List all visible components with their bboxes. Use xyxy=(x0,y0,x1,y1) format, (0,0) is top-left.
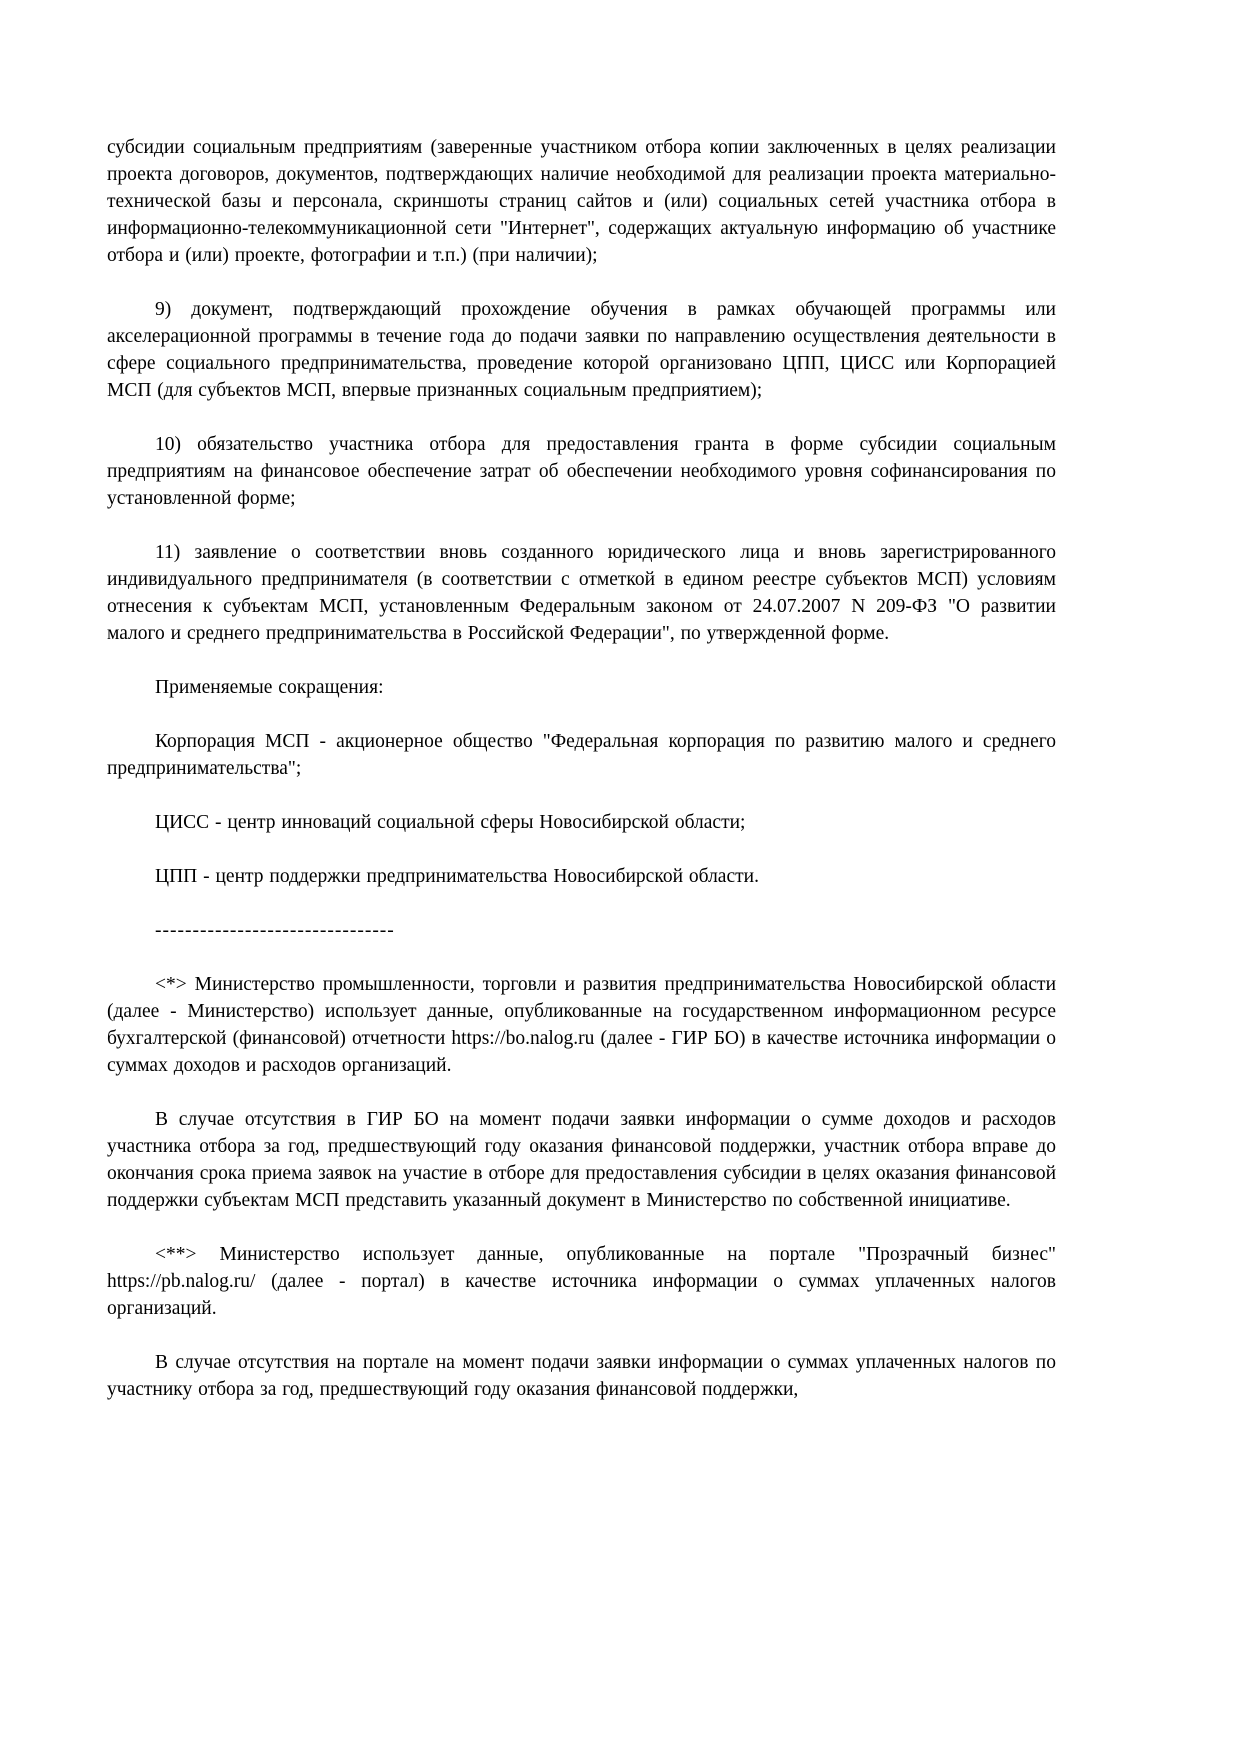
footnote-double-asterisk-continued: В случае отсутствия на портале на момент подачи заявки информации о суммах уплаченных налогов по участнику отбора за год, предшествующий году оказания финансовой поддержки, xyxy=(107,1352,1056,1400)
footnote-divider: -------------------------------- xyxy=(155,920,395,941)
paragraph-abbreviations-heading: Применяемые сокращения: xyxy=(155,677,384,698)
footnote-single-asterisk: <*> Министерство промышленности, торговли и развития предпринимательства Новосибирской области (далее - Министерство) использует данные, опубликованные на государственном информационном ресурсе бухгалтерской (финансовой) отчетности https://bo.nalog.ru (далее - ГИР БО) в качестве источника информации о суммах доходов и расходов организаций. xyxy=(107,974,1056,1076)
paragraph-abbreviation-ciss: ЦИСС - центр инноваций социальной сферы Новосибирской области; xyxy=(155,812,746,833)
paragraph-item-10: 10) обязательство участника отбора для предоставления гранта в форме субсидии социальным предприятиям на финансовое обеспечение затрат об обеспечении необходимого уровня софинансирования по установленной форме; xyxy=(107,434,1056,509)
paragraph-item-11: 11) заявление о соответствии вновь созданного юридического лица и вновь зарегистрированного индивидуального предпринимателя (в соответствии с отметкой в едином реестре субъектов МСП) условиям отнесения к субъектам МСП, установленным Федеральным законом от 24.07.2007 N 209-ФЗ "О развитии малого и среднего предпринимательства в Российской Федерации", по утвержденной форме. xyxy=(107,542,1056,644)
paragraph-item-9: 9) документ, подтверждающий прохождение обучения в рамках обучающей программы или акселерационной программы в течение года до подачи заявки по направлению осуществления деятельности в сфере социального предпринимательства, проведение которой организовано ЦПП, ЦИСС или Корпорацией МСП (для субъектов МСП, впервые признанных социальным предприятием); xyxy=(107,299,1056,401)
paragraph-continuation: субсидии социальным предприятиям (заверенные участником отбора копии заключенных в целях реализации проекта договоров, документов, подтверждающих наличие необходимой для реализации проекта материально-технической базы и персонала, скриншоты страниц сайтов и (или) социальных сетей участника отбора в информационно-телекоммуникационной сети "Интернет", содержащих актуальную информацию об участнике отбора и (или) проекте, фотографии и т.п.) (при наличии); xyxy=(107,137,1056,266)
footnote-double-asterisk: <**> Министерство использует данные, опубликованные на портале "Прозрачный бизнес" https://pb.nalog.ru/ (далее - портал) в качестве источника информации о суммах уплаченных налогов организаций. xyxy=(107,1244,1056,1319)
paragraph-abbreviation-cpp: ЦПП - центр поддержки предпринимательства Новосибирской области. xyxy=(155,866,759,887)
footnote-single-asterisk-continued: В случае отсутствия в ГИР БО на момент подачи заявки информации о сумме доходов и расходов участника отбора за год, предшествующий году оказания финансовой поддержки, участник отбора вправе до окончания срока приема заявок на участие в отборе для предоставления субсидии в целях оказания финансовой поддержки субъектам МСП представить указанный документ в Министерство по собственной инициативе. xyxy=(107,1109,1056,1211)
paragraph-abbreviation-korporaciya-msp: Корпорация МСП - акционерное общество "Федеральная корпорация по развитию малого и среднего предпринимательства"; xyxy=(107,731,1056,779)
document-body xyxy=(107,134,1056,1403)
